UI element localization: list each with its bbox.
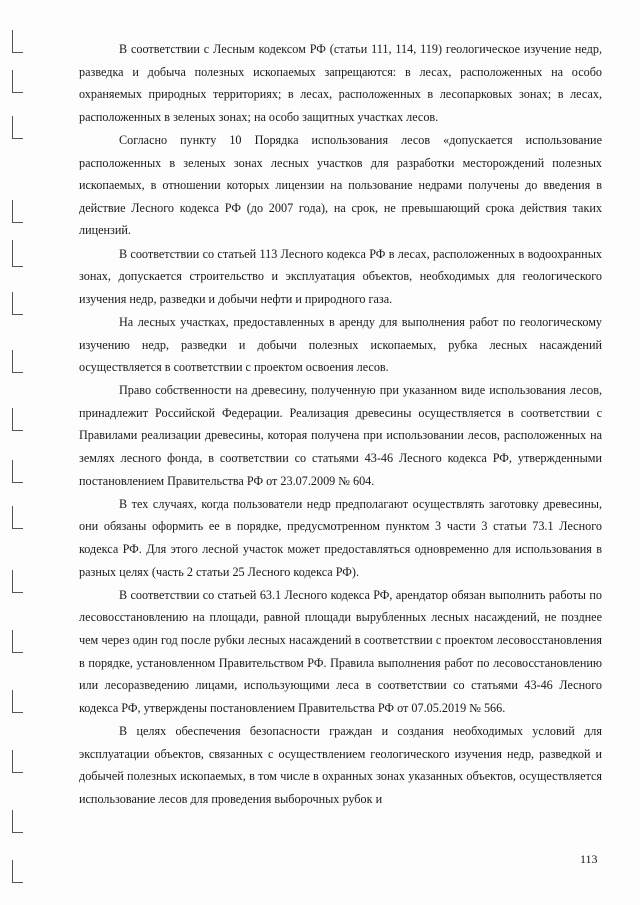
binding-mark — [12, 570, 23, 593]
binding-mark — [12, 350, 23, 373]
binding-mark — [12, 506, 23, 529]
binding-mark — [12, 460, 23, 483]
paragraph: Согласно пункту 10 Порядка использования лесов «допускается использование расположенных в зеленых зонах лесных участков для разработки месторождений полезных ископаемых, в отношении которых лицензии на пользование недрами получены до введения в действие Лесного кодекса РФ (до 2007 года), на срок, не превышающий срока действия таких лицензий. — [79, 132, 602, 238]
paragraph: В соответствии со статьей 113 Лесного кодекса РФ в лесах, расположенных в водоохранных зонах, допускается строительство и эксплуатация объектов, необходимых для геологического изучения недр, разведки и добычи нефти и природного газа. — [79, 246, 602, 306]
paragraph: В тех случаях, когда пользователи недр предполагают осуществлять заготовку древесины, они обязаны оформить ее в порядке, предусмотренном пунктом 3 части 3 статьи 73.1 Лесного кодекса РФ. Для этого лесной участок может предоставляться одновременно для использования в разных целях (часть 2 статьи 25 Лесного кодекса РФ). — [79, 496, 602, 579]
paragraph: В целях обеспечения безопасности граждан и создания необходимых условий для эксплуатации объектов, связанных с осуществлением геологического изучения недр, разведкой и добычей полезных ископаемых, в том числе в охранных зонах указанных объектов, осуществляется использование лесов для проведения выборочных рубок и — [79, 723, 602, 806]
paragraph: На лесных участках, предоставленных в аренду для выполнения работ по геологическому изучению недр, разведки и добычи полезных ископаемых, рубка лесных насаждений осуществляется в соответствии с проектом освоения лесов. — [79, 314, 602, 375]
binding-mark — [12, 116, 23, 139]
binding-mark — [12, 690, 23, 713]
binding-mark — [12, 408, 23, 431]
binding-mark — [12, 200, 23, 223]
binding-edge-marks — [6, 30, 26, 890]
binding-mark — [12, 810, 23, 833]
paragraph: В соответствии с Лесным кодексом РФ (статьи 111, 114, 119) геологическое изучение недр, разведка и добыча полезных ископаемых запрещаются: в лесах, расположенных на особо охраняемых природных территориях; в лесах, расположенных в лесопарковых зонах; в лесах, расположенных в зеленых зонах; на особо защитных участках лесов. — [79, 42, 602, 124]
binding-mark — [12, 240, 23, 267]
paragraph: Право собственности на древесину, полученную при указанном виде использования лесов, принадлежит Российской Федерации. Реализация древесины осуществляется в соответствии с Правилами реализации древесины, которая получена при использовании лесов, расположенных на землях лесного фонда, в соответствии со статьями 43-46 Лесного кодекса РФ, утвержденными постановлением Правительства РФ от 23.07.2009 № 604. — [79, 383, 602, 488]
binding-mark — [12, 750, 23, 773]
binding-mark — [12, 860, 23, 883]
page-number: 113 — [580, 852, 598, 866]
binding-mark — [12, 292, 23, 315]
document-body — [79, 38, 602, 811]
binding-mark — [12, 630, 23, 653]
paragraph: В соответствии со статьей 63.1 Лесного кодекса РФ, арендатор обязан выполнить работы по лесовосстановлению на площади, равной площади вырубленных лесных насаждений, не позднее чем через один год после рубки лесных насаждений в соответствии с проектом лесовосстановления в порядке, установленном Правительством РФ. Правила выполнения работ по лесовосстановлению или лесоразведению лицами, использующими леса в соответствии со статьями 43-46 Лесного кодекса РФ, утверждены постановлением Правительства РФ от 07.05.2019 № 566. — [79, 587, 602, 715]
binding-mark — [12, 30, 23, 53]
binding-mark — [12, 70, 23, 93]
